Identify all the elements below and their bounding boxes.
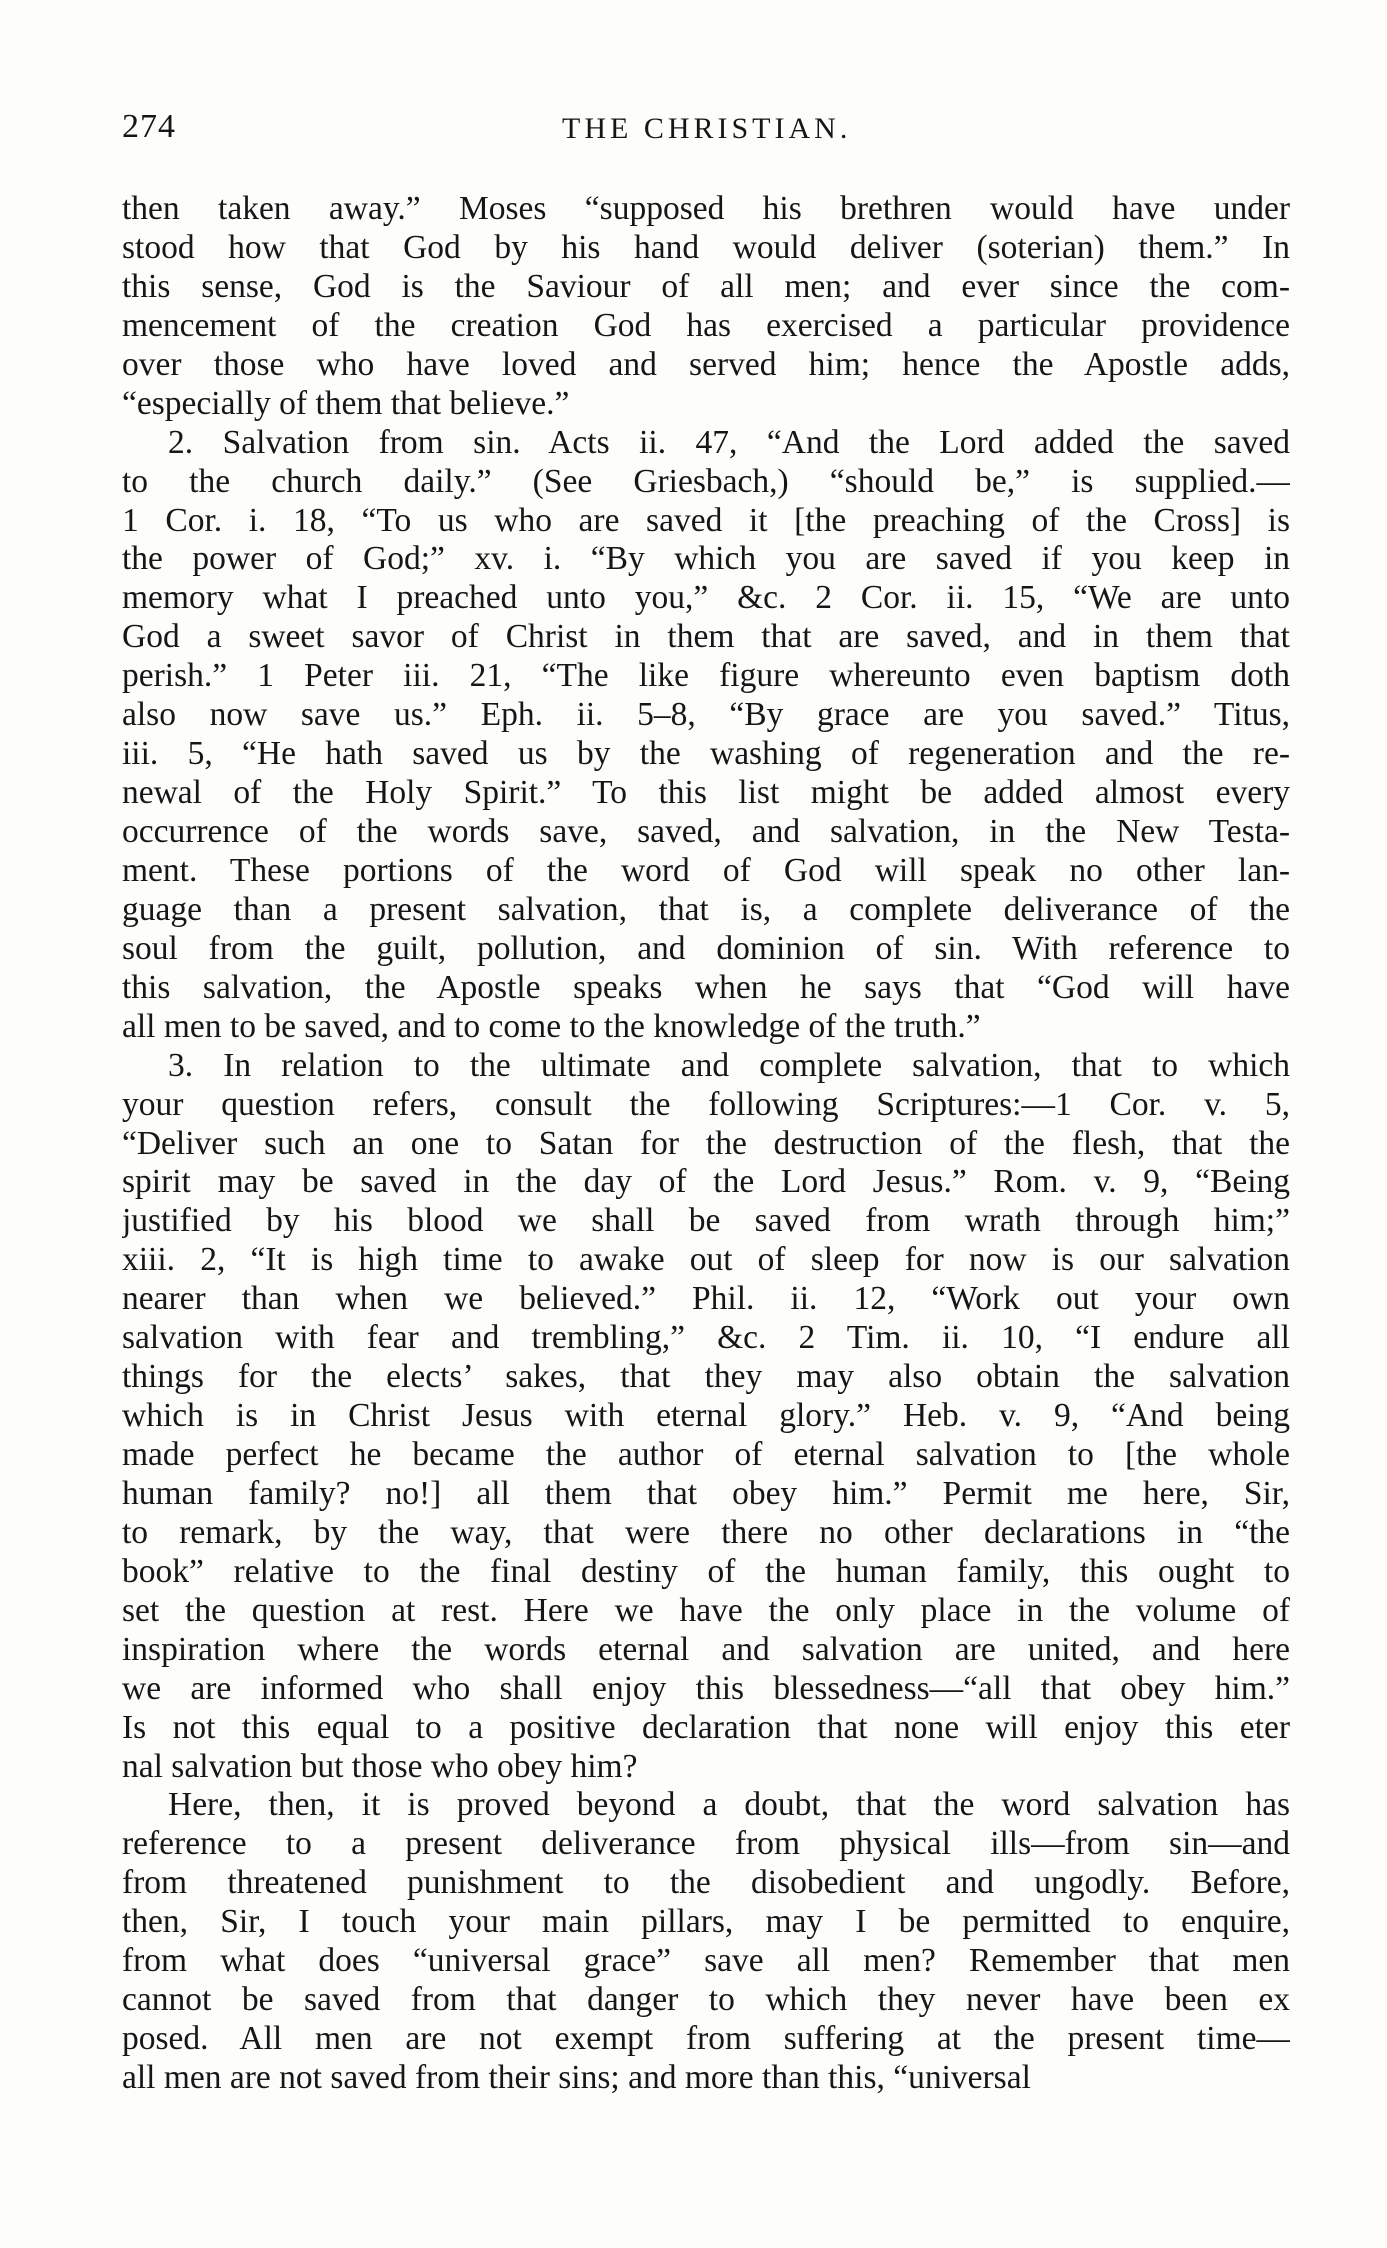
text-line: mencement of the creation God has exercised a particular providence [122,306,1290,344]
text-line: guage than a present salvation, that is, a complete deliverance of the [122,890,1290,928]
text-line: xiii. 2, “It is high time to awake out of sleep for now is our salvation [122,1241,1290,1279]
text-line: from what does “universal grace” save all men? Remember that men [122,1942,1290,1980]
text-line: over those who have loved and served him; hence the Apostle adds, [122,345,1290,383]
text-line: human family? no!] all them that obey him.” Permit me here, Sir, [122,1474,1290,1512]
text-line: “Deliver such an one to Satan for the destruction of the flesh, that the [122,1124,1290,1162]
text-line: salvation with fear and trembling,” &c. 2 Tim. ii. 10, “I endure all [122,1319,1290,1357]
text-line: set the question at rest. Here we have the only place in the volume of [122,1591,1290,1629]
text-line: this salvation, the Apostle speaks when he says that “God will have [122,968,1290,1006]
text-line: posed. All men are not exempt from suffering at the present time— [122,2020,1290,2058]
page-number: 274 [122,108,176,145]
text-line: 2. Salvation from sin. Acts ii. 47, “And the Lord added the saved [168,423,1290,461]
text-line: to the church daily.” (See Griesbach,) “should be,” is supplied.— [122,462,1290,500]
text-line: “especially of them that believe.” [122,384,570,422]
text-line: iii. 5, “He hath saved us by the washing of regeneration and the re- [122,735,1290,773]
text-line: memory what I preached unto you,” &c. 2 Cor. ii. 15, “We are unto [122,579,1290,617]
text-line: then taken away.” Moses “supposed his brethren would have under [122,190,1290,227]
text-line: nal salvation but those who obey him? [122,1747,638,1785]
text-line: from threatened punishment to the disobedient and ungodly. Before, [122,1864,1290,1902]
text-line: this sense, God is the Saviour of all men; and ever since the com- [122,267,1290,305]
text-line: reference to a present deliverance from physical ills—from sin—and [122,1825,1290,1863]
text-line: 1 Cor. i. 18, “To us who are saved it [the preaching of the Cross] is [122,501,1290,539]
text-line: also now save us.” Eph. ii. 5–8, “By grace are you saved.” Titus, [122,696,1290,734]
text-line: to remark, by the way, that were there no other declarations in “the [122,1513,1290,1551]
text-line: stood how that God by his hand would deliver (soterian) them.” In [122,228,1290,266]
text-line: God a sweet savor of Christ in them that are saved, and in them that [122,618,1290,656]
text-line: perish.” 1 Peter iii. 21, “The like figure whereunto even baptism doth [122,657,1290,695]
running-title: THE CHRISTIAN. [562,112,852,145]
text-line: which is in Christ Jesus with eternal glory.” Heb. v. 9, “And being [122,1397,1290,1435]
text-line: newal of the Holy Spirit.” To this list might be added almost every [122,774,1290,812]
text-line: justified by his blood we shall be saved from wrath through him;” [122,1202,1290,1240]
text-line: spirit may be saved in the day of the Lord Jesus.” Rom. v. 9, “Being [122,1163,1290,1201]
text-line: ment. These portions of the word of God will speak no other lan- [122,851,1290,889]
text-line: then, Sir, I touch your main pillars, may I be permitted to enquire, [122,1903,1290,1941]
text-line: we are informed who shall enjoy this blessedness—“all that obey him.” [122,1669,1290,1707]
text-line: Is not this equal to a positive declaration that none will enjoy this eter [122,1708,1290,1746]
text-line: your question refers, consult the following Scriptures:—1 Cor. v. 5, [122,1085,1290,1123]
text-line: all men to be saved, and to come to the knowledge of the truth.” [122,1007,981,1045]
text-line: things for the elects’ sakes, that they may also obtain the salvation [122,1358,1290,1396]
text-line: cannot be saved from that danger to which they never have been ex [122,1981,1290,2019]
text-line: occurrence of the words save, saved, and salvation, in the New Testa- [122,813,1290,850]
body-text [122,190,1290,2098]
text-line: Here, then, it is proved beyond a doubt, that the word salvation has [168,1786,1290,1824]
running-head [122,108,1282,148]
text-line: book” relative to the final destiny of the human family, this ought to [122,1552,1290,1590]
text-line: all men are not saved from their sins; and more than this, “universal [122,2059,1031,2096]
text-line: soul from the guilt, pollution, and dominion of sin. With reference to [122,929,1290,967]
text-line: nearer than when we believed.” Phil. ii. 12, “Work out your own [122,1280,1290,1318]
text-line: the power of God;” xv. i. “By which you are saved if you keep in [122,540,1290,578]
text-line: inspiration where the words eternal and salvation are united, and here [122,1630,1290,1668]
text-line: made perfect he became the author of eternal salvation to [the whole [122,1436,1290,1473]
text-line: 3. In relation to the ultimate and complete salvation, that to which [168,1046,1290,1084]
